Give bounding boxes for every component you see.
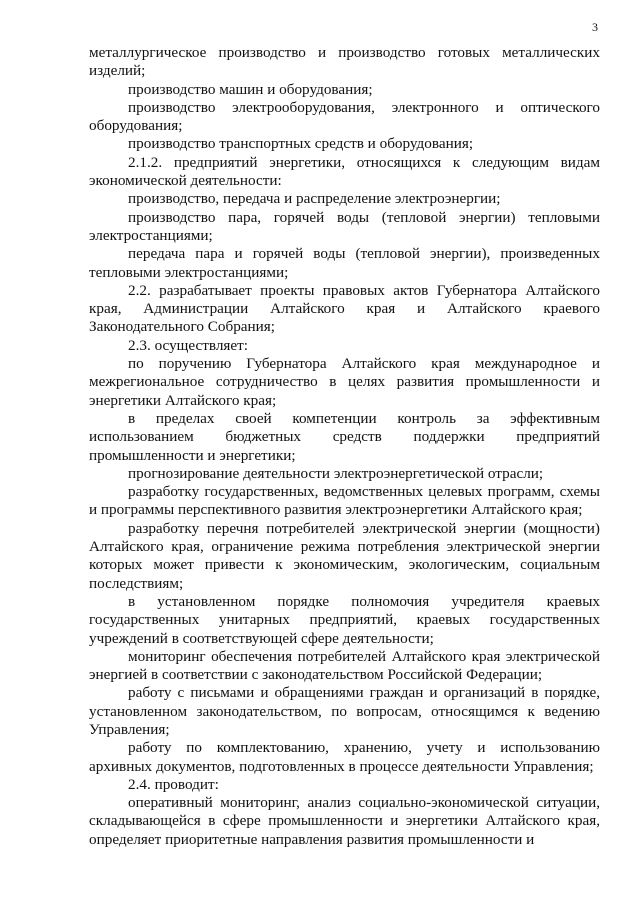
clause-2-2: 2.2. разрабатывает проекты правовых актов Губернатора Алтайского края, Администрации Алтайского края и Алтайского краевого Законодательного Собрания; — [89, 281, 600, 336]
clause-2-3: 2.3. осуществляет: — [128, 336, 249, 354]
paragraph-letters: работу с письмами и обращениями граждан и организаций в порядке, установленном законодательством, по вопросам, относящимся к ведению Управления; — [89, 684, 600, 738]
paragraph-metallurgy: металлургическое производство и производство готовых металлических изделий; — [89, 44, 600, 80]
paragraph-budget-control: в пределах своей компетенции контроль за эффективным использованием бюджетных средств поддержки предприятий промышленности и энергетики; — [89, 409, 600, 464]
paragraph-archives: работу по комплектованию, хранению, учету и использованию архивных документов, подготовленных в процессе деятельности Управления; — [89, 739, 600, 775]
paragraph-operational-monitoring: оперативный мониторинг, анализ социально-экономической ситуации, складывающейся в сфере промышленности и энергетики Алтайского края, определяет приоритетные направления развития промышленности и — [89, 794, 600, 848]
paragraph-steam-transfer: передача пара и горячей воды (тепловой энергии), произведенных тепловыми электростанциями; — [89, 245, 600, 281]
paragraph-electricity: производство, передача и распределение электроэнергии; — [128, 190, 501, 208]
body-text — [89, 44, 600, 849]
paragraph-vehicles: производство транспортных средств и оборудования; — [128, 135, 474, 153]
page-number: 3 — [592, 20, 598, 34]
paragraph-electrical: производство электрооборудования, электронного и оптического оборудования; — [89, 98, 600, 135]
paragraph-monitoring-supply: мониторинг обеспечения потребителей Алтайского края электрической энергией в соответствии с законодательством Российской Федерации; — [89, 647, 600, 684]
paragraph-cooperation: по поручению Губернатора Алтайского края международное и межрегиональное сотрудничество в целях развития промышленности и энергетики Алтайского края; — [89, 355, 600, 409]
paragraph-programs: разработку государственных, ведомственных целевых программ, схемы и программы перспективного развития электроэнергетики Алтайского края; — [89, 483, 600, 519]
paragraph-forecasting: прогнозирование деятельности электроэнергетической отрасли; — [128, 464, 544, 482]
paragraph-consumer-list: разработку перечня потребителей электрической энергии (мощности) Алтайского края, ограничение режима потребления электрической энергии которых может привести к экономическим, экологическим, социальным последствиям; — [89, 519, 600, 592]
paragraph-steam-production: производство пара, горячей воды (тепловой энергии) тепловыми электростанциями; — [89, 208, 600, 244]
clause-2-1-2: 2.1.2. предприятий энергетики, относящихся к следующим видам экономической деятельности: — [89, 153, 600, 190]
paragraph-machinery: производство машин и оборудования; — [128, 80, 373, 98]
clause-2-4: 2.4. проводит: — [128, 775, 219, 793]
paragraph-founder-powers: в установленном порядке полномочия учредителя краевых государственных унитарных предприятий, краевых государственных учреждений в соответствующей сфере деятельности; — [89, 592, 600, 647]
